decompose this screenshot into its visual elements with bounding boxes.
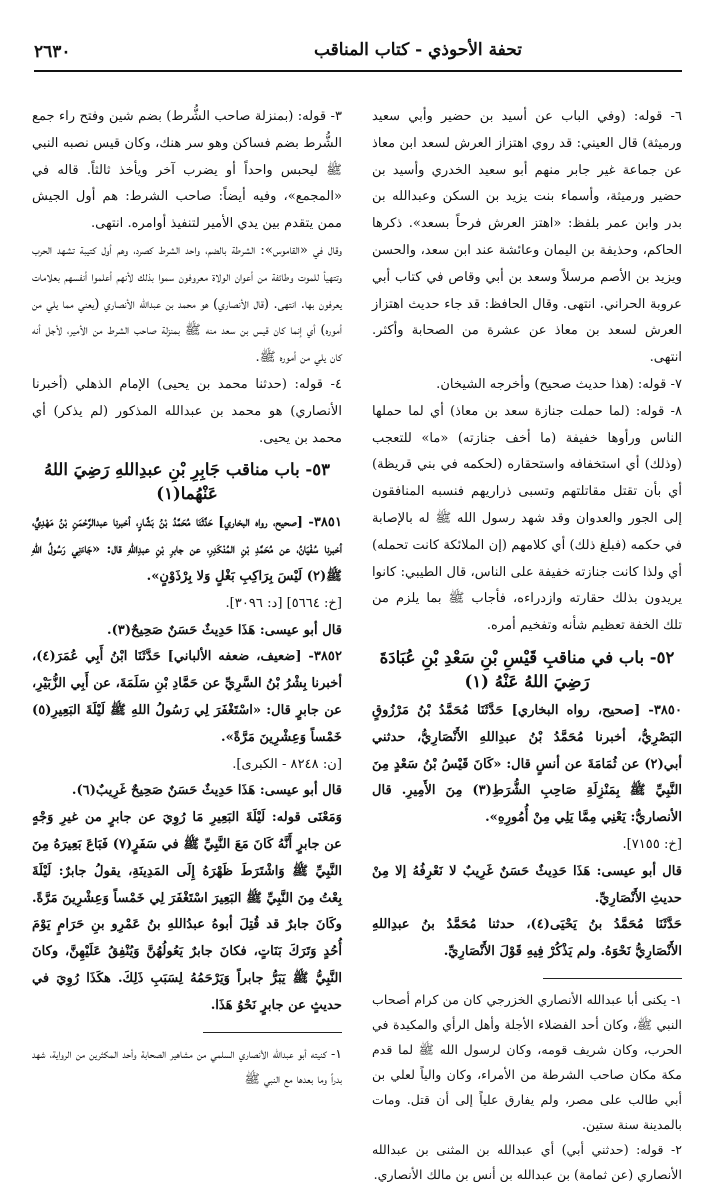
commentary-note-3: ٣- قوله: (بمنزلة صاحب الشُّرط) بضم شين وفتح راء جمع الشُّرط بضم فساكن وهو سر هنك، وكان قيس نصبه النبي ﷺ ليحبس واحداً أو يضرب آخر ويأخذ ثالثاً. قاله في «المجمع»، وفيه أيضاً: صاحب الشرط: هم أول الجيش ممن يتقدم بين يدي الأمير لتنفيذ أوامره. انتهى. <box>32 109 342 232</box>
hadith-3852-grading: قال أبو عيسى: هَذَا حَدِيثٌ حَسَنٌ صَحِيحٌ غَرِيبٌ(٦). <box>71 783 342 799</box>
right-column <box>372 104 682 1182</box>
hadith-3852-explanation: وَمَعْنَى قوله: لَيْلَةَ البَعِيرِ مَا رُوِيَ عن جابرٍ من غيرِ وَجْهٍ عن جابرٍ أَنَّهُ كَانَ مَعَ النَّبِيِّ ﷺ في سَفَرٍ(٧) فَبَاعَ بَعِيرَهُ مِنَ النَّبِيِّ ﷺ وَاشْتَرَطَ ظَهْرَهُ إِلَى المَدِينَةِ، يقولُ جابرٌ: لَيْلَةَ بِعْتُ مِنَ النَّبِيِّ ﷺ البَعِيرَ اسْتَغْفَرَ لِي خَمْساً وَعِشْرِينَ مَرَّةً. وكَانَ جابرٌ قد قُتِلَ أبوهُ عبدُاللهِ بنُ عَمْرِو بنِ حَرَامٍ يَوْمَ أُحُدٍ وَتَرَكَ بَنَاتٍ، فكانَ جابرٌ يَعُولُهُنَّ وَيُنْفِقُ عَلَيْهِنَّ، وكانَ النَّبِيُّ ﷺ يَبَرُّ جابراً وَيَرْحَمُهُ لِسَبَبِ ذَلِكَ. هكَذَا رُوِيَ في حديثٍ عن جابرٍ نَحْوُ هَذَا. <box>32 810 342 1013</box>
commentary-note-4: ٤- قوله: (حدثنا محمد بن يحيى) الإمام الذهلي (أخبرنا الأنصاري) هو محمد بن عبدالله المذكور (لم يذكر) أي محمد بن يحيى. <box>32 376 342 446</box>
commentary-qamus: وقال في «القاموس»: الشرطة بالضم، واحد الشرط كصرد، وهم أول كتيبة تشهد الحرب وتتهيأ للموت وطائفة من أعوان الولاة معروفون سموا بذلك لأنهم أعلموا أنفسهم بعلامات يعرفون بها. انتهى. (قال الأنصاري) هو محمد بن عبدالله الأنصاري (يعني مما يلي من أموره) أي إنما كان قيس بن سعد منه ﷺ بمنزلة صاحب الشرط من الأمير، لأجل أنه كان يلي من أموره ﷺ. <box>32 242 342 366</box>
running-header <box>34 34 682 72</box>
footnote-1-left: ١- كنيته أبو عبدالله الأنصاري السلمي من مشاهير الصحابة وأحد المكثرين من الرواية، شهد بدراً وما بعدها مع النبي ﷺ <box>32 1045 342 1086</box>
page-number: ٢٦٣٠ <box>34 42 71 62</box>
hadith-3850-chain: حَدَّثَنَا مُحَمَّدُ بنُ يَحْيَى(٤)، حدثنا مُحَمَّدُ بنُ عبدِاللهِ الأَنْصَارِيُّ نَحْوَهُ. ولم يَذْكُرْ فِيهِ قَوْلَ الأَنْصَارِيِّ. <box>372 917 682 960</box>
footnote-separator <box>203 1032 343 1033</box>
running-title: تحفة الأحوذي - كتاب المناقب <box>313 40 522 60</box>
hadith-3850-grading: قال أبو عيسى: هَذَا حَدِيثٌ حَسَنٌ غَرِيبٌ لا نَعْرِفُهُ إلا مِنْ حديثِ الأَنْصَارِيِّ. <box>372 863 682 906</box>
hadith-3850: ٣٨٥٠- [صحيح، رواه البخاري] حَدَّثَنَا مُحَمَّدُ بْنُ مَرْزُوقٍ البَصْرِيُّ، أخبرنا مُحَمَّدُ بْنُ عبدِاللهِ الأَنْصَارِيُّ، حدثني أبي(٢) عن ثُمَامَةَ عن أنسٍ قال: «كَانَ قَيْسُ بْنُ سَعْدٍ مِنَ النَّبِيِّ ﷺ بِمَنْزِلَةِ صَاحِبِ الشُّرَطِ(٣) مِنَ الأَمِيرِ. قال الأنصاريُّ: يَعْنِي مِمَّا يَلِي مِنْ أُمُورِهِ». <box>372 702 682 826</box>
commentary-note-7: ٧- قوله: (هذا حديث صحيح) وأخرجه الشيخان. <box>436 376 682 392</box>
hadith-3852-reference: [ن: ٨٢٤٨ - الكبرى]. <box>232 756 342 772</box>
footnote-1: ١- يكنى أبا عبدالله الأنصاري الخزرجي كان من كرام أصحاب النبي ﷺ، وكان أحد الفضلاء الأجلة وأهل الرأي والمكيدة في الحرب، وكان شريف قومه، وكان لرسول الله ﷺ لما قدم مكة مكان صاحب الشرطة من الأمراء، وكان والياً لعلي بن أبي طالب على مصر، ولم يفارق علياً إلى أن قتل. ومات بالمدينة سنة ستين. <box>372 991 682 1132</box>
left-column <box>32 104 342 1086</box>
hadith-3851: ٣٨٥١- [صحيح، رواه البخاري] حَدَّثَنَا مُحَمَّدُ بْنُ بَشَّارٍ، أخبرنا عبدالرَّحْمَنِ بْنُ مَهْدِيٍّ، أخبرنا سُفْيَانُ، عن مُحَمَّدِ بْنِ المُنْكَدِرِ، عن جابرِ بْنِ عبدِاللهِ قال: «جَاءَنِي رَسُولُ اللهِ ﷺ(٢) لَيْسَ بِرَاكِبِ بَغْلٍ وَلا بِرْذَوْنٍ». <box>32 515 342 584</box>
hadith-3851-reference: [خ: ٥٦٦٤] [د: ٣٠٩٦]. <box>225 595 342 611</box>
hadith-3852: ٣٨٥٢- [ضعيف، ضعفه الألباني] حَدَّثَنَا ابْنُ أَبِي عُمَرَ(٤)، أخبرنا بِشْرُ بْنُ السَّرِيِّ عن حَمَّادِ بْنِ سَلَمَةَ، عن أَبِي الزُّبَيْرِ، عن جابرٍ قال: «اسْتَغْفَرَ لِي رَسُولُ اللهِ ﷺ لَيْلَةَ البَعِيرِ(٥) خَمْساً وَعِشْرِينَ مَرَّةً». <box>32 649 342 745</box>
commentary-note-8: ٨- قوله: (لما حملت جنازة سعد بن معاذ) أي لما حملها الناس ورأوها خفيفة (ما أخف جنازته) «ما» للتعجب (وذلك) أي استخفافه واستحقاره (لحكمه في بني قريظة) أي بأن تقتل مقاتلتهم وتسبى ذراريهم فنسبه المنافقون إلى الجور والعدوان وقد شهد رسول الله ﷺ له بالإصابة في حكمه (فبلغ ذلك) أي كلامهم (إن الملائكة كانت تحمله) أي ولذا كانت جنازته خفيفة على الناس، قال الطيبي: كانوا يريدون بذلك حقارته وازدراءه، فأجاب ﷺ بما يلزم من تلك الخفة تعظيم شأنه وتفخيم أمره. <box>372 403 682 634</box>
chapter-heading-53: ٥٣- باب مناقب جَابِرِ بْنِ عبدِاللهِ رَضِيَ اللهُ عَنْهُما(١) <box>43 460 330 504</box>
chapter-heading-52: ٥٢- باب في مناقبِ قَيْسِ بْنِ سَعْدِ بْنِ عُبَادَةَ رَضِيَ اللهُ عَنْهُ (١) <box>379 647 675 691</box>
hadith-3851-grading: قال أبو عيسى: هَذَا حَدِيثٌ حَسَنٌ صَحِيحٌ(٣). <box>107 622 342 638</box>
commentary-note-6: ٦- قوله: (وفي الباب عن أسيد بن حضير وأبي سعيد ورميثة) قال العيني: قد روي اهتزاز العرش لسعد ابن معاذ عن جماعة غير جابر منهم أبو سعيد الخدري وأسيد بن حضير ورميثة، وأسماء بنت يزيد بن السكن وعبدالله بن بدر وابن عمر بلفظ: «اهتز العرش فرحاً بسعد». ذكرها الحاكم، وحذيفة بن اليمان وعائشة عند ابن سعد، والحسن ويزيد بن الأصم مرسلاً وسعد بن أبي وقاص في كتاب أبي عروبة الحراني. انتهى. وقال الحافظ: قد جاء حديث اهتزاز العرش لسعد بن معاذ عن عشرة من الصحابة وأكثر. انتهى. <box>372 109 682 366</box>
footnote-2: ٢- قوله: (حدثني أبي) أي عبدالله بن المثنى بن عبدالله الأنصاري (عن ثمامة) بن عبدالله بن أنس بن مالك الأنصاري. <box>372 1141 682 1182</box>
hadith-3850-reference: [خ: ٧١٥٥]. <box>622 836 682 852</box>
footnote-separator <box>543 978 683 979</box>
